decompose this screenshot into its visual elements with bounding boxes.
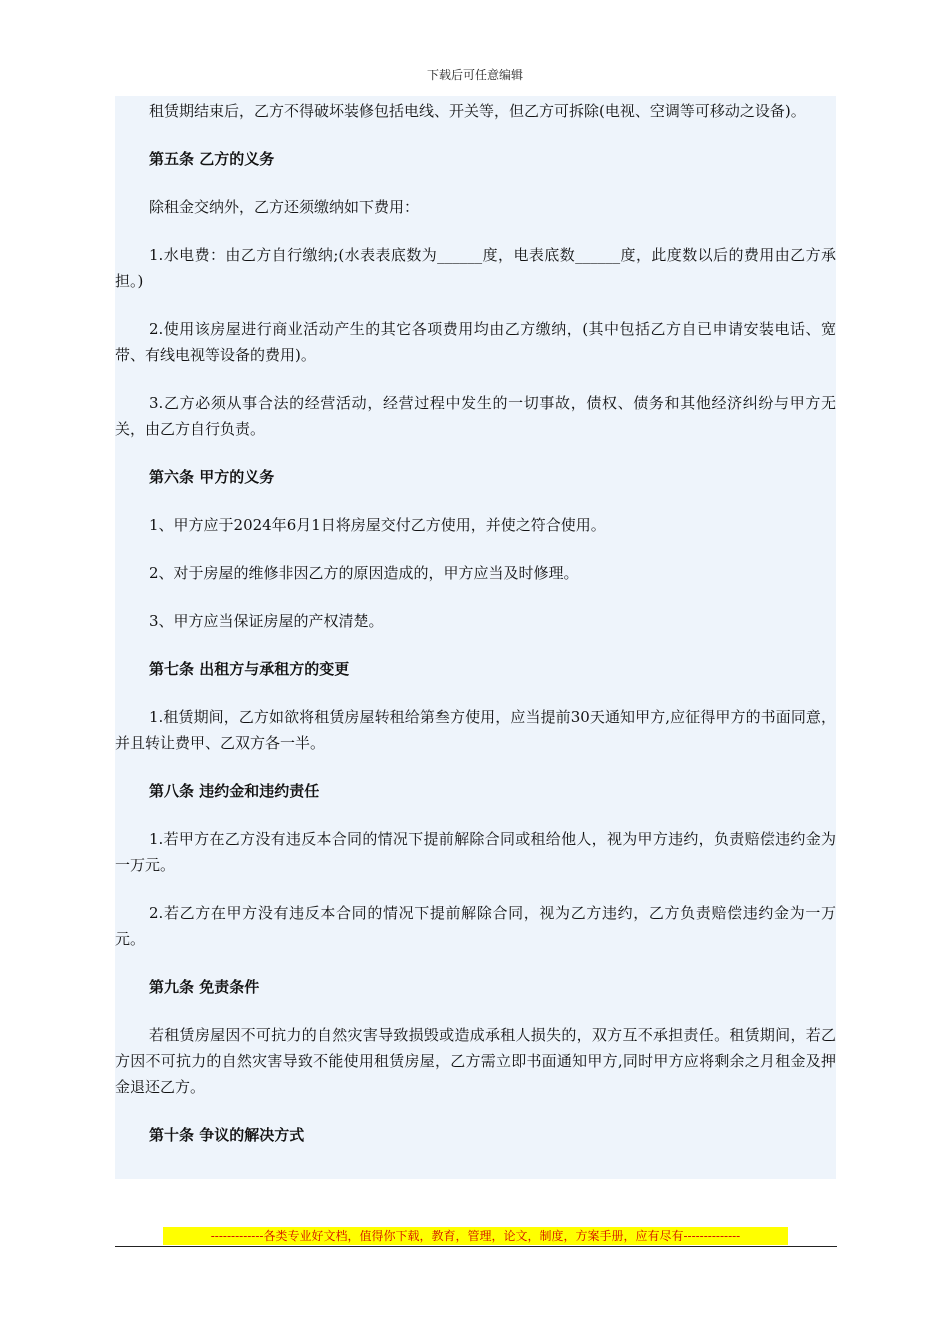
paragraph: 3.乙方必须从事合法的经营活动，经营过程中发生的一切事故，债权、债务和其他经济纠纷与甲方无关，由乙方自行负责。 <box>115 394 836 438</box>
paragraph: 1.租赁期间，乙方如欲将租赁房屋转租给第叁方使用，应当提前30天通知甲方,应征得甲方的书面同意，并且转让费甲、乙双方各一半。 <box>115 708 836 752</box>
section-title: 第六条 甲方的义务 <box>149 468 275 486</box>
paragraph: 2.若乙方在甲方没有违反本合同的情况下提前解除合同，视为乙方违约，乙方负责赔偿违约金为一万元。 <box>115 904 836 948</box>
footer-banner: -------------各类专业好文档，值得你下载，教育，管理，论文，制度，方案手册，应有尽有-------------- <box>163 1227 788 1245</box>
section-title: 第七条 出租方与承租方的变更 <box>149 660 350 678</box>
paragraph: 1、甲方应于2024年6月1日将房屋交付乙方使用，并使之符合使用。 <box>149 516 606 534</box>
paragraph: 除租金交纳外，乙方还须缴纳如下费用： <box>149 198 420 216</box>
paragraph: 1.若甲方在乙方没有违反本合同的情况下提前解除合同或租给他人，视为甲方违约，负责赔偿违约金为一万元。 <box>115 830 836 874</box>
paragraph: 租赁期结束后，乙方不得破坏装修包括电线、开关等，但乙方可拆除(电视、空调等可移动之设备)。 <box>149 102 806 120</box>
document-body <box>115 96 836 1179</box>
section-title: 第十条 争议的解决方式 <box>149 1126 305 1144</box>
section-title: 第八条 违约金和违约责任 <box>149 782 320 800</box>
paragraph: 1.水电费：由乙方自行缴纳;(水表表底数为______度，电表底数______度，此度数以后的费用由乙方承担。) <box>115 246 836 290</box>
paragraph: 2、对于房屋的维修非因乙方的原因造成的，甲方应当及时修理。 <box>149 564 579 582</box>
section-title: 第九条 免责条件 <box>149 978 260 996</box>
paragraph: 3、甲方应当保证房屋的产权清楚。 <box>149 612 384 630</box>
section-title: 第五条 乙方的义务 <box>149 150 275 168</box>
page-header: 下载后可任意编辑 <box>426 68 523 82</box>
paragraph: 2.使用该房屋进行商业活动产生的其它各项费用均由乙方缴纳，(其中包括乙方自已申请安装电话、宽带、有线电视等设备的费用)。 <box>115 320 836 364</box>
footer-divider <box>115 1246 837 1247</box>
paragraph: 若租赁房屋因不可抗力的自然灾害导致损毁或造成承租人损失的，双方互不承担责任。租赁期间，若乙方因不可抗力的自然灾害导致不能使用租赁房屋，乙方需立即书面通知甲方,同时甲方应将剩余之月租金及押金退还乙方。 <box>115 1026 836 1096</box>
